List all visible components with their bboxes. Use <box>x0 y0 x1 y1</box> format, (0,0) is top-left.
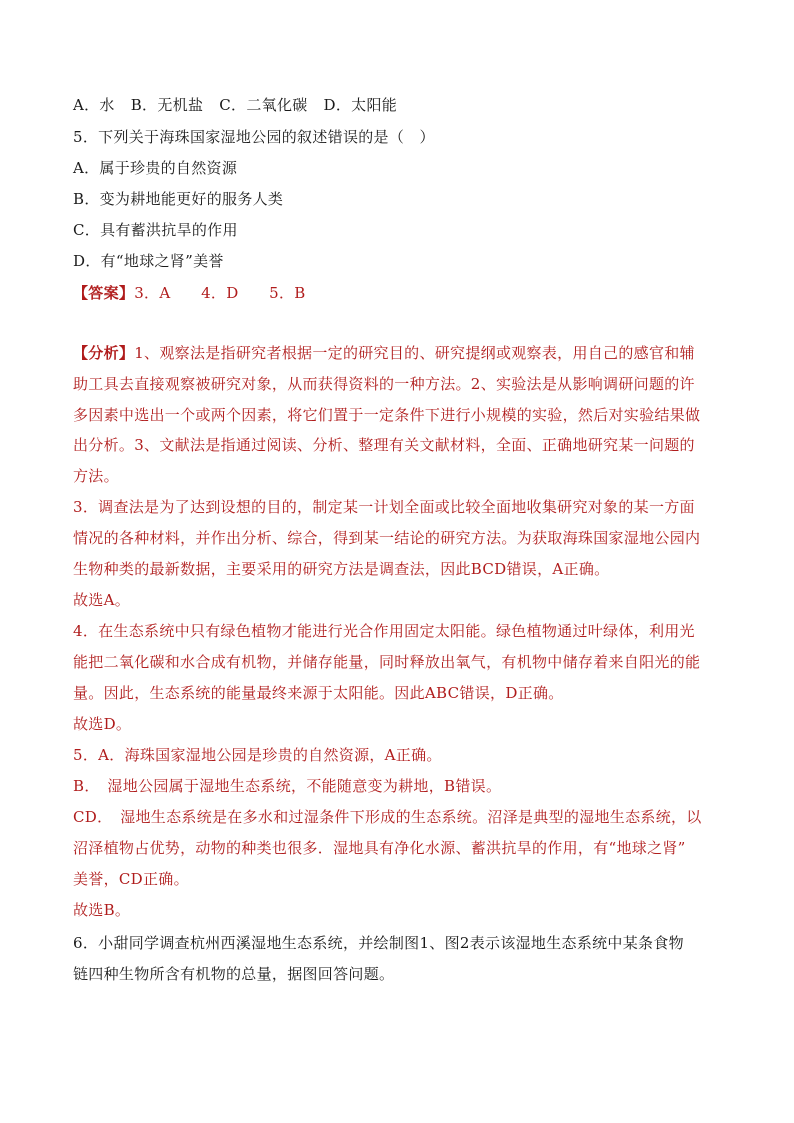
question-5-option-d: D．有“地球之肾”美誉 <box>73 252 224 270</box>
option-d: D．太阳能 <box>323 96 398 114</box>
option-c: C．二氧化碳 <box>219 96 308 114</box>
analysis-line <box>73 343 695 363</box>
analysis-line: 方法。 <box>73 467 119 485</box>
answer-label: 【答案】 <box>73 284 135 302</box>
analysis-line: 助工具去直接观察被研究对象，从而获得资料的一种方法。2、实验法是从影响调研问题的许 <box>73 375 695 393</box>
answer-text: 3．A 4．D 5．B <box>134 284 306 302</box>
detail-q3-conclusion: 故选A。 <box>73 591 131 609</box>
detail-q5-line: 5．A．海珠国家湿地公园是珍贵的自然资源，A正确。 <box>73 746 442 764</box>
question-5-option-b: B．变为耕地能更好的服务人类 <box>73 190 284 208</box>
question-4-options <box>73 95 397 115</box>
question-6-stem-continued: 链四种生物所含有机物的总量，据图回答问题。 <box>73 965 395 983</box>
analysis-text: 1、观察法是指研究者根据一定的研究目的、研究提纲或观察表，用自己的感官和辅 <box>134 344 695 362</box>
answer-line <box>73 283 306 303</box>
detail-q3-line: 情况的各种材料，并作出分析、综合，得到某一结论的研究方法。为获取海珠国家湿地公园内 <box>73 529 701 547</box>
analysis-label: 【分析】 <box>73 344 135 362</box>
analysis-line: 出分析。3、文献法是指通过阅读、分析、整理有关文献材料，全面、正确地研究某一问题的 <box>73 436 695 454</box>
option-b: B．无机盐 <box>130 96 204 114</box>
detail-q4-line: 量。因此，生态系统的能量最终来源于太阳能。因此ABC错误，D正确。 <box>73 684 564 702</box>
option-a: A．水 <box>73 96 115 114</box>
question-5-option-c: C．具有蓄洪抗旱的作用 <box>73 221 238 239</box>
analysis-line: 多因素中选出一个或两个因素，将它们置于一定条件下进行小规模的实验，然后对实验结果做 <box>73 406 701 424</box>
question-5-option-a: A．属于珍贵的自然资源 <box>73 159 238 177</box>
detail-q5-line: 沼泽植物占优势，动物的种类也很多．湿地具有净化水源、蓄洪抗旱的作用，有“地球之肾” <box>73 839 686 857</box>
detail-q4-conclusion: 故选D。 <box>73 715 132 733</box>
detail-q4-line: 能把二氧化碳和水合成有机物，并储存能量，同时释放出氧气，有机物中储存着来自阳光的能 <box>73 653 701 671</box>
detail-q3-line: 生物种类的最新数据，主要采用的研究方法是调查法，因此BCD错误，A正确。 <box>73 560 610 578</box>
question-6-stem: 6．小甜同学调查杭州西溪湿地生态系统，并绘制图1、图2表示该湿地生态系统中某条食物 <box>73 934 684 952</box>
document-page <box>73 0 733 1123</box>
detail-q5-line: CD． 湿地生态系统是在多水和过湿条件下形成的生态系统。沼泽是典型的湿地生态系统，以 <box>73 808 702 826</box>
question-5-stem: 5．下列关于海珠国家湿地公园的叙述错误的是（ ） <box>73 128 435 146</box>
detail-q5-conclusion: 故选B。 <box>73 901 131 919</box>
detail-q3-line: 3．调查法是为了达到设想的目的，制定某一计划全面或比较全面地收集研究对象的某一方面 <box>73 498 695 516</box>
detail-q4-line: 4．在生态系统中只有绿色植物才能进行光合作用固定太阳能。绿色植物通过叶绿体，利用光 <box>73 622 695 640</box>
detail-q5-line: 美誉，CD正确。 <box>73 870 189 888</box>
detail-q5-line: B． 湿地公园属于湿地生态系统，不能随意变为耕地，B错误。 <box>73 777 502 795</box>
